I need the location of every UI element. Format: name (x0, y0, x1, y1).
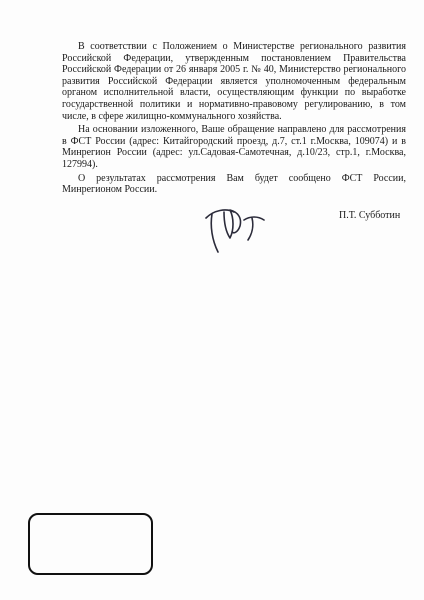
handwritten-signature (200, 200, 280, 260)
paragraph-results: О результатах рассмотрения Вам будет сообщено ФСТ России, Минрегионом России. (62, 172, 406, 196)
signer-name: П.Т. Субботин (339, 210, 401, 221)
paragraph-ministry-regulation: В соответствии с Положением о Министерстве регионального развития Российской Федерации, утвержденным постановлением Правительства Российской Федерации от 26 января 2005 г. № 40, Министерство регионального развития Российской Федерации является уполномоченным федеральным органом исполнительной власти, осуществляющим функции по выработке государственной политики и нормативно-правовому регулированию, в том числе, в сфере жилищно-коммунального хозяйства. (62, 41, 406, 122)
stamp-box (28, 513, 153, 575)
paragraph-forwarding: На основании изложенного, Ваше обращение направлено для рассмотрения в ФСТ России (адрес: Китайгородский проезд, д.7, ст.1 г.Москва, 109074) и в Минрегион России (адрес: ул.Садовая-Самотечная, д.10/23, стр.1, г.Москва, 127994). (62, 124, 406, 170)
letter-body (62, 41, 406, 198)
